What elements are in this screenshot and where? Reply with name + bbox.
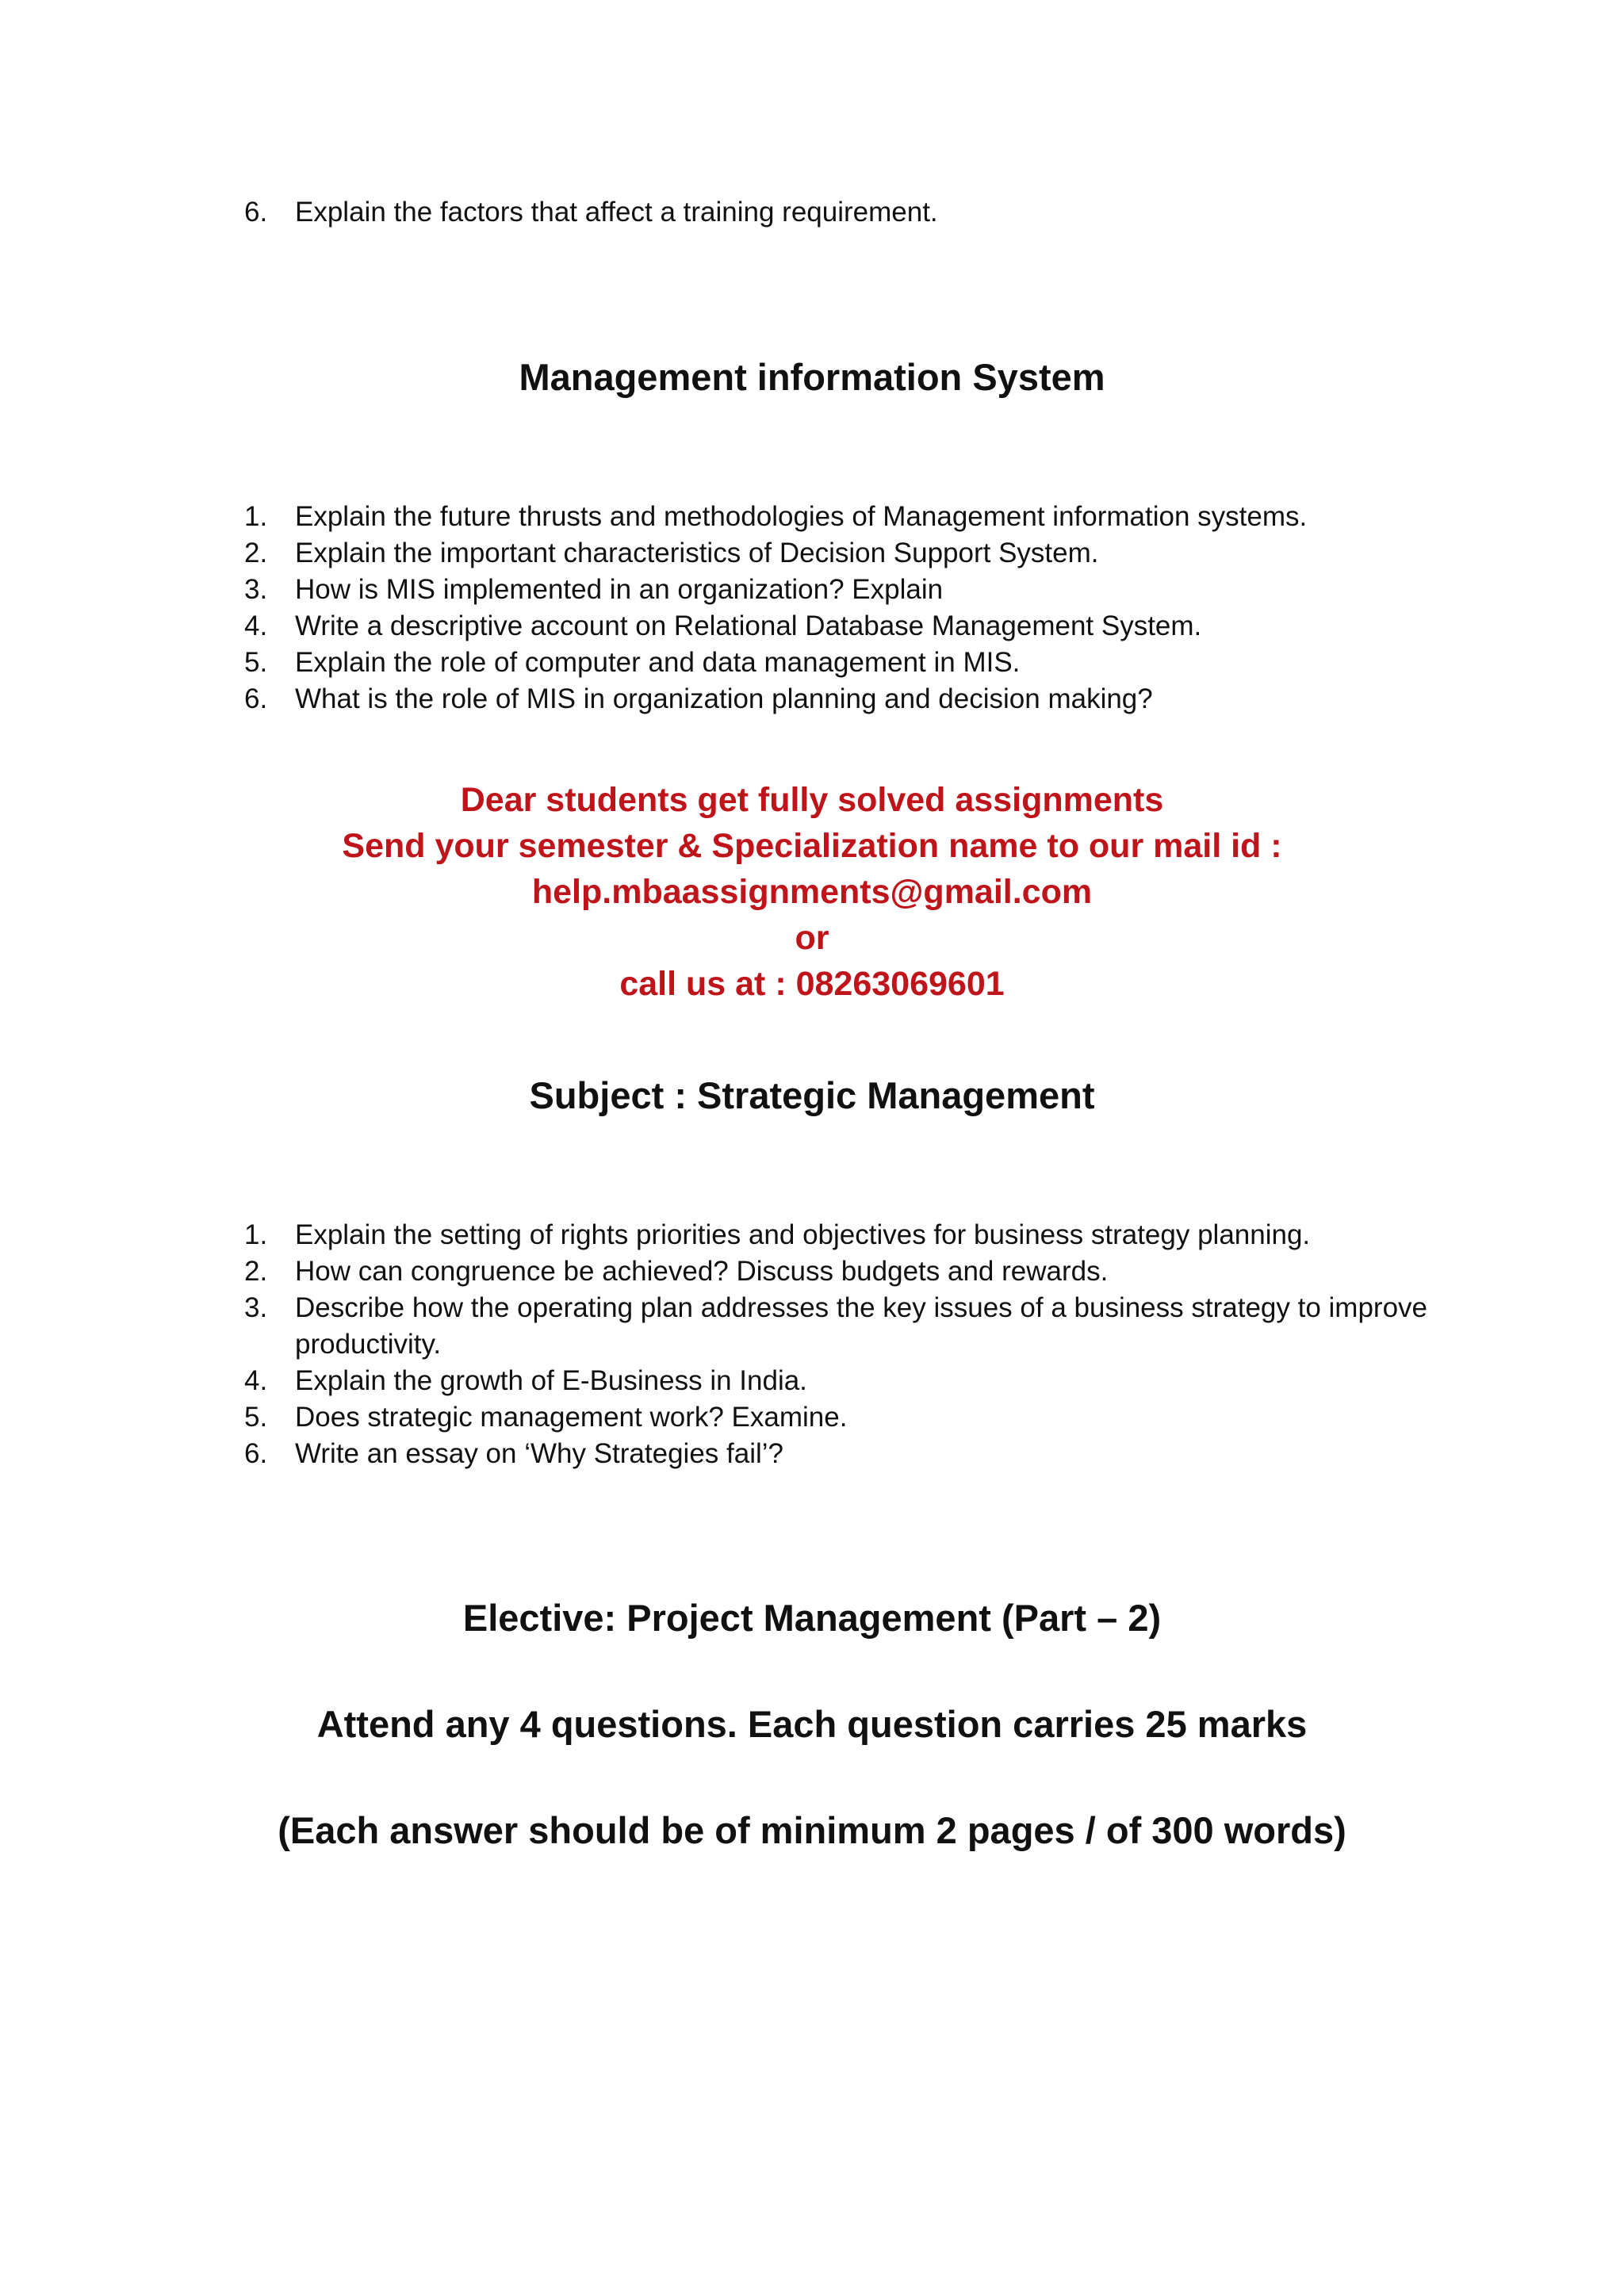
question-text: Write an essay on ‘Why Strategies fail’? (295, 1438, 784, 1469)
question-item (244, 681, 1450, 718)
question-item (244, 1217, 1450, 1253)
question-text: Write a descriptive account on Relational Database Management System. (295, 610, 1202, 641)
promo-instruction: Send your semester & Specialization name to our mail id : (342, 827, 1282, 865)
question-item (244, 645, 1450, 681)
question-number: 6. (244, 683, 268, 714)
question-text: Explain the important characteristics of Decision Support System. (295, 538, 1099, 568)
question-item (244, 1363, 1450, 1399)
question-item (244, 1399, 1450, 1436)
question-text: Explain the factors that affect a training requirement. (295, 197, 938, 228)
question-number: 4. (244, 1365, 268, 1396)
elective-section-title: Elective: Project Management (Part – 2) (462, 1597, 1162, 1639)
strategic-question-list (244, 1217, 1450, 1472)
question-item (244, 535, 1450, 572)
question-text: Explain the growth of E-Business in India. (295, 1365, 807, 1396)
question-item (244, 572, 1450, 608)
question-text: Does strategic management work? Examine. (295, 1402, 848, 1433)
question-item (244, 194, 1450, 231)
question-number: 2. (244, 538, 268, 568)
assignment-promo-block (0, 777, 1624, 1007)
mis-section-title: Management information System (519, 356, 1105, 398)
promo-email: help.mbaassignments@gmail.com (531, 873, 1093, 911)
question-text: How is MIS implemented in an organization? Explain (295, 574, 944, 605)
mis-question-list (244, 499, 1450, 718)
question-text: How can congruence be achieved? Discuss budgets and rewards. (295, 1256, 1109, 1287)
question-item (244, 499, 1450, 535)
question-text: Explain the setting of rights priorities and objectives for business strategy planning. (295, 1219, 1311, 1250)
question-text: Explain the future thrusts and methodologies of Management information systems. (295, 501, 1308, 532)
question-number: 3. (244, 574, 268, 605)
question-text: What is the role of MIS in organization planning and decision making? (295, 683, 1153, 714)
previous-section-question-list (244, 194, 1450, 231)
question-number: 3. (244, 1292, 268, 1323)
question-item (244, 1436, 1450, 1472)
question-number: 6. (244, 1438, 268, 1469)
question-item (244, 1290, 1450, 1363)
question-item (244, 1253, 1450, 1290)
elective-answer-note: (Each answer should be of minimum 2 pages / of 300 words) (278, 1809, 1346, 1851)
promo-phone: call us at : 08263069601 (619, 965, 1005, 1003)
strategic-section-title: Subject : Strategic Management (529, 1074, 1095, 1116)
promo-or: or (795, 919, 829, 957)
question-number: 4. (244, 610, 268, 641)
question-text: Describe how the operating plan addresses the key issues of a business strategy to improve productivity. (295, 1292, 1427, 1360)
question-number: 5. (244, 647, 268, 678)
question-item (244, 608, 1450, 645)
question-number: 1. (244, 1219, 268, 1250)
question-text: Explain the role of computer and data management in MIS. (295, 647, 1021, 678)
question-number: 1. (244, 501, 268, 532)
question-number: 5. (244, 1402, 268, 1433)
promo-headline: Dear students get fully solved assignments (460, 781, 1164, 819)
elective-instruction: Attend any 4 questions. Each question carries 25 marks (316, 1703, 1308, 1745)
question-number: 2. (244, 1256, 268, 1287)
question-number: 6. (244, 197, 268, 228)
